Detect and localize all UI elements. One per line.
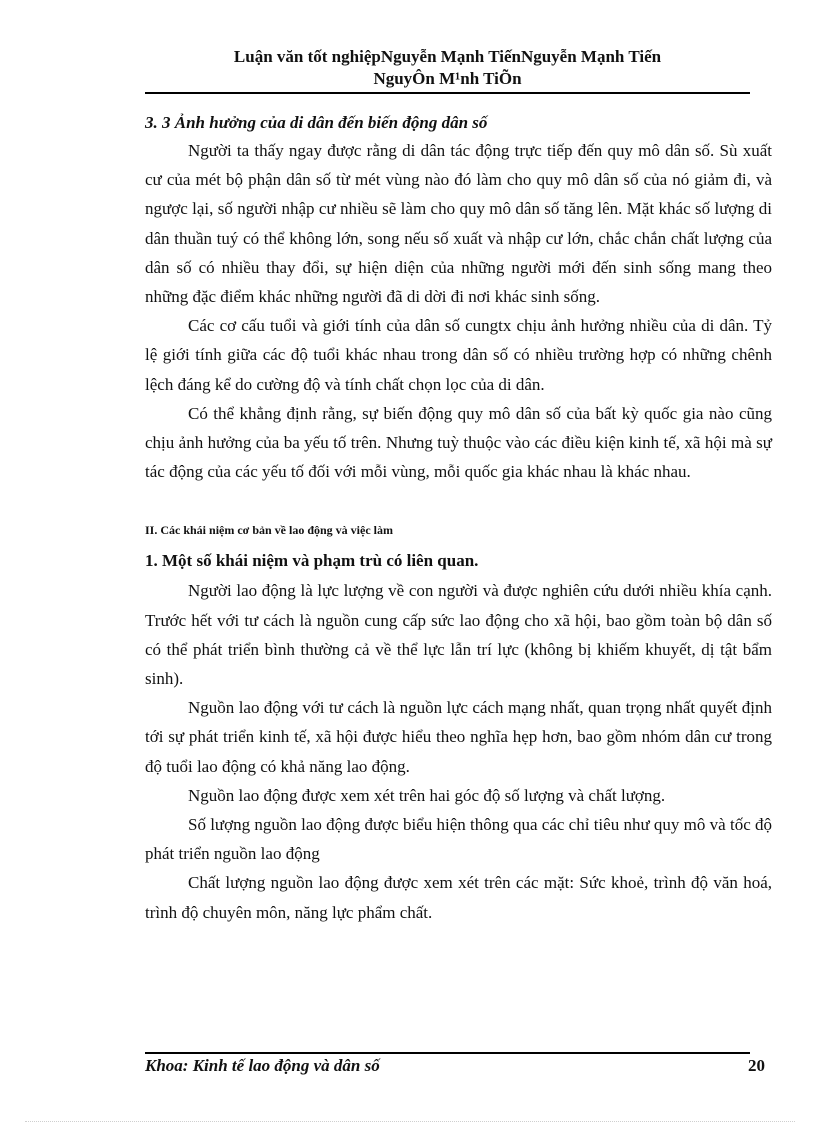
footer-faculty: Khoa: Kinh tế lao động và dân số: [145, 1056, 380, 1075]
page-header: [145, 46, 750, 90]
paragraph: Nguồn lao động được xem xét trên hai góc độ số lượng và chất lượng.: [188, 785, 666, 805]
footer-divider: [145, 1052, 750, 1054]
page-number: 20: [748, 1056, 765, 1075]
paragraph: Có thể khẳng định rằng, sự biến động quy mô dân số của bất kỳ quốc gia nào cũng chịu ảnh hưởng của ba yếu tố trên. Nhưng tuỳ thuộc vào các điều kiện kinh tế, xã hội mà sự tác động của các yếu tố đối với mỗi vùng, mỗi quốc gia khác nhau là khác nhau.: [145, 403, 772, 482]
subsection-1-heading: 1. Một số khái niệm và phạm trù có liên quan.: [145, 551, 479, 571]
paragraph: Người ta thấy ngay được rằng di dân tác động trực tiếp đến quy mô dân số. Sù xuất cư của mét bộ phận dân số từ mét vùng nào đó làm cho quy mô dân số của nó giảm đi, và ngược lại, số người nhập cư nhiều sẽ làm cho quy mô dân số tăng lên. Mặt khác số lượng di dân thuần tuý có thể không lớn, song nếu số xuất và nhập cư lớn, chắc chắn chất lượng của dân số có nhiều thay đổi, sự hiện diện của những người mới đến sinh sống mang theo những đặc điểm khác những người đã di dời đi nơi khác sinh sống.: [145, 141, 772, 307]
section-3-3-heading: 3. 3 Ảnh hưởng của di dân đến biến động dân số: [145, 113, 488, 132]
paragraph: Số lượng nguồn lao động được biểu hiện thông qua các chỉ tiêu như quy mô và tốc độ phát triển nguồn lao động: [145, 815, 772, 864]
page-body: [145, 110, 772, 927]
paragraph: Các cơ cấu tuổi và giới tính của dân số cungtx chịu ảnh hưởng nhiều của di dân. Tỷ lệ giới tính giữa các độ tuổi khác nhau trong dân số có nhiều trường hợp có những chênh lệch đáng kể do cường độ và tính chất chọn lọc của di dân.: [145, 316, 772, 394]
header-line-2: NguyÔn M¹nh TiÕn: [373, 69, 522, 88]
paragraph: Người lao động là lực lượng về con người và được nghiên cứu dưới nhiều khía cạnh. Trước hết với tư cách là nguồn cung cấp sức lao động cho xã hội, bao gồm toàn bộ dân số có thể phát triển bình thường cả về thể lực lẫn trí lực (không bị khiếm khuyết, dị tật bẩm sinh).: [145, 581, 772, 689]
section-II-heading: II. Các khái niệm cơ bản về lao động và việc làm: [145, 523, 393, 538]
header-line-1: Luận văn tốt nghiệpNguyễn Mạnh TiếnNguyễn Mạnh Tiến: [233, 47, 662, 66]
paragraph: Nguồn lao động với tư cách là nguồn lực cách mạng nhất, quan trọng nhất quyết định tới sự phát triển kinh tế, xã hội được hiểu theo nghĩa hẹp hơn, bao gồm nhóm dân cư trong độ tuổi lao động có khả năng lao động.: [145, 698, 772, 776]
paragraph: Chất lượng nguồn lao động được xem xét trên các mặt: Sức khoẻ, trình độ văn hoá, trình độ chuyên môn, năng lực phẩm chất.: [145, 873, 772, 922]
header-divider: [145, 92, 750, 94]
page-bottom-edge: [25, 1121, 795, 1122]
